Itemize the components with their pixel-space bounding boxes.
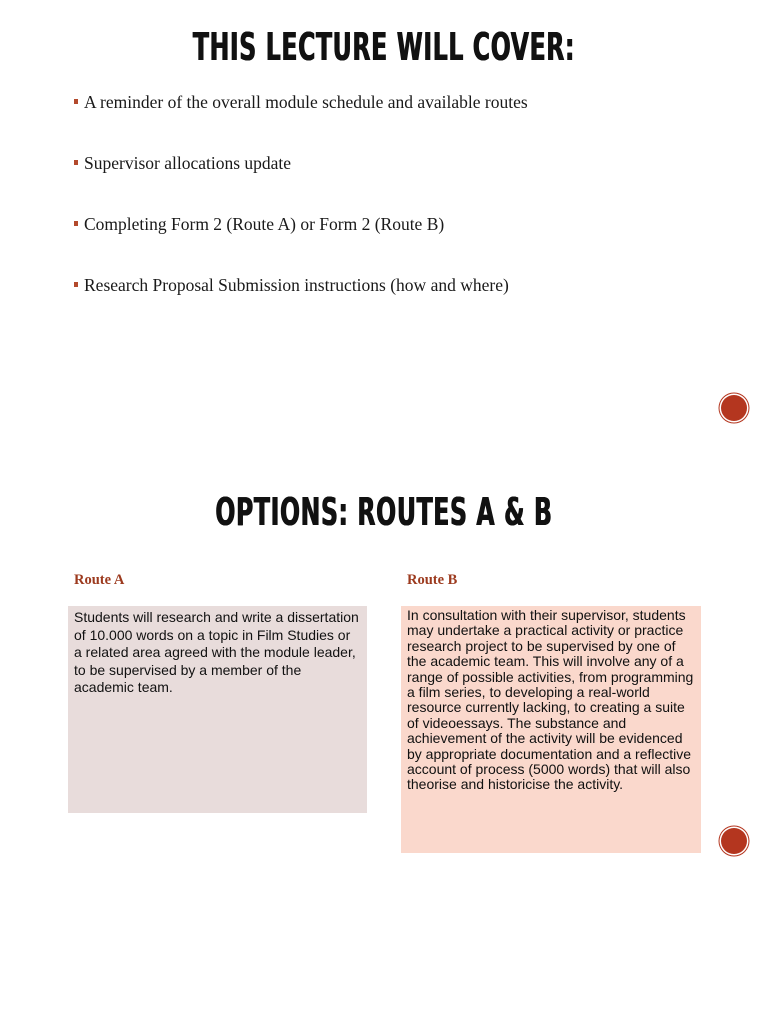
bullet-list	[74, 90, 528, 334]
circle-nav-icon	[721, 828, 747, 854]
bullet-text: Completing Form 2 (Route A) or Form 2 (Route B)	[84, 214, 445, 234]
route-b-heading: Route B	[407, 572, 458, 588]
slide-title: THIS LECTURE WILL COVER:	[192, 25, 576, 69]
bullet-square-icon	[74, 221, 78, 226]
slide-title: OPTIONS: ROUTES A & B	[215, 490, 553, 534]
slide-lecture-cover	[0, 0, 768, 455]
slide-routes-options	[0, 455, 768, 1024]
bullet-square-icon	[74, 99, 78, 104]
list-item	[74, 90, 528, 151]
bullet-square-icon	[74, 160, 78, 165]
bullet-square-icon	[74, 282, 78, 287]
route-a-description: Students will research and write a dissertation of 10.000 words on a topic in Film Studies or a related area agreed with the module leader, to be supervised by a member of the academic team.	[68, 606, 367, 813]
route-b-description: In consultation with their supervisor, students may undertake a practical activity or practice research project to be supervised by one of the academic team. This will involve any of a range of possible activities, from programming a film series, to developing a real-world resource currently lacking, to creating a suite of videoessays. The substance and achievement of the activity will be evidenced by appropriate documentation and a reflective account of process (5000 words) that will also theorise and historicise the activity.	[401, 606, 701, 853]
list-item	[74, 212, 528, 273]
bullet-text: Supervisor allocations update	[84, 153, 292, 173]
list-item	[74, 151, 528, 212]
circle-nav-icon	[721, 395, 747, 421]
route-a-heading: Route A	[74, 572, 125, 588]
list-item	[74, 273, 528, 334]
bullet-text: A reminder of the overall module schedule and available routes	[84, 92, 528, 112]
bullet-text: Research Proposal Submission instructions (how and where)	[84, 275, 509, 295]
